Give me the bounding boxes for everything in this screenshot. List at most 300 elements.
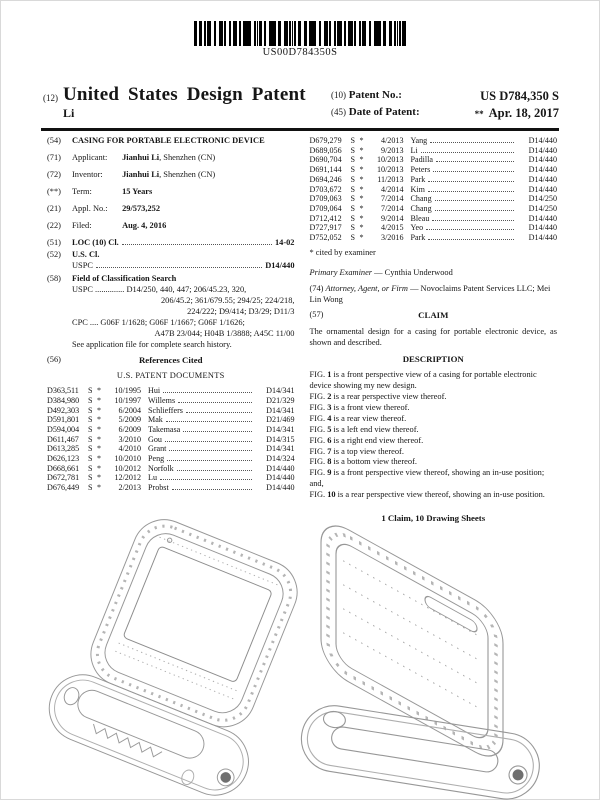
dotted-leader <box>186 412 252 413</box>
ref-examiner-star: * <box>359 213 364 223</box>
field-code-22: (22) <box>47 220 61 230</box>
ref-patent-number: D492,303 <box>47 405 80 415</box>
ref-inventor-name: Chang <box>410 194 432 204</box>
field-uspc-line1: USPC .............. D14/250, 440, 447; 206/45.23, 320, <box>72 285 247 295</box>
ref-classification: D21/469 <box>266 415 295 425</box>
applicant-location: , Shenzhen (CN) <box>159 152 216 162</box>
fig-text: is a top view thereof. <box>333 446 404 456</box>
fig-number: 4 <box>327 413 332 423</box>
ref-examiner-star: * <box>97 386 102 396</box>
ref-kind-code: S <box>88 454 93 464</box>
references-cited-title: References Cited <box>138 354 203 365</box>
ref-kind-code: S <box>350 223 356 233</box>
references-table-left <box>47 386 295 493</box>
ref-patent-number: D709,063 <box>309 194 342 204</box>
section-applicant <box>47 153 295 164</box>
ref-examiner-star: * <box>97 483 102 493</box>
fig-number: 5 <box>327 424 332 434</box>
header-divider <box>41 128 559 131</box>
section-field-of-search <box>47 274 295 350</box>
ref-patent-number: D690,704 <box>309 155 342 165</box>
primary-examiner-label: Primary Examiner <box>309 267 373 277</box>
two-column-body <box>47 136 557 525</box>
reference-row <box>310 136 558 146</box>
ref-examiner-star: * <box>97 454 102 464</box>
fig-number: 6 <box>327 435 332 445</box>
patent-header <box>43 85 559 122</box>
ref-kind-code: S <box>350 136 356 145</box>
fig-prefix: FIG. <box>309 391 326 401</box>
claim-heading <box>310 310 558 321</box>
ref-examiner-star: * <box>359 223 364 233</box>
fig-prefix: FIG. <box>309 402 326 412</box>
inventor-name: Jianhui Li <box>122 169 160 179</box>
ref-patent-number: D613,285 <box>47 444 80 454</box>
dotted-leader <box>165 441 252 442</box>
ref-patent-number: D672,781 <box>47 473 80 483</box>
ref-examiner-star: * <box>359 155 364 165</box>
reference-row <box>310 165 558 175</box>
section-loc-class <box>47 238 295 249</box>
ref-kind-code: S <box>350 145 356 155</box>
us-patent-documents-subtitle: U.S. PATENT DOCUMENTS <box>116 371 225 381</box>
reference-row <box>310 175 558 185</box>
attorney-label: Attorney, Agent, or Firm <box>325 283 408 293</box>
ref-patent-number: D689,056 <box>309 145 342 155</box>
figure-description-line <box>310 425 558 436</box>
figure-description-line <box>310 436 558 447</box>
ref-kind-code: S <box>88 405 93 415</box>
field-code-56: (56) <box>47 354 61 364</box>
fig-prefix: FIG. <box>309 490 326 500</box>
figure-description-line <box>310 403 558 414</box>
reference-row <box>47 464 295 474</box>
dotted-leader <box>177 470 252 471</box>
field-code-58: (58) <box>47 274 61 284</box>
ref-inventor-name: Padilla <box>410 155 433 165</box>
fig-number: 2 <box>327 391 332 401</box>
fig-prefix: FIG. <box>309 370 326 380</box>
section-us-class <box>47 250 295 272</box>
ref-inventor-name: Kim <box>410 184 425 194</box>
ref-examiner-star: * <box>359 136 364 145</box>
ref-inventor-name: Probst <box>148 483 169 493</box>
field-uspc-line3: 224/222; D9/414; D3/29; D11/3 <box>187 307 295 317</box>
ref-classification: D14/341 <box>266 444 295 454</box>
fig-text: is a rear perspective view thereof, showing an in-use position. <box>337 490 545 500</box>
fig-text: is a right end view thereof. <box>333 435 424 445</box>
ref-kind-code: S <box>88 463 93 473</box>
patent-no-value: US D784,350 S <box>480 89 559 103</box>
ref-inventor-name: Li <box>410 145 418 155</box>
ref-patent-number: D591,801 <box>47 415 80 425</box>
ref-classification: D14/341 <box>266 424 295 434</box>
ref-inventor-name: Willems <box>148 395 176 405</box>
ref-inventor-name: Yeo <box>410 223 424 233</box>
ref-kind-code: S <box>88 424 93 434</box>
ref-kind-code: S <box>88 483 93 493</box>
reference-row <box>310 214 558 224</box>
dotted-leader <box>172 489 252 490</box>
field-code-52: (52) <box>47 250 61 260</box>
ref-inventor-name: Chang <box>410 203 432 213</box>
ref-classification: D14/440 <box>266 473 295 483</box>
reference-row <box>47 406 295 416</box>
section-appl-no <box>47 204 295 215</box>
dotted-leader <box>432 220 514 221</box>
description-heading <box>310 354 558 365</box>
figure-description-line <box>310 370 558 392</box>
dotted-leader <box>436 161 514 162</box>
ref-examiner-star: * <box>359 203 364 213</box>
reference-row <box>310 233 558 243</box>
dotted-leader <box>122 244 272 245</box>
ref-date: 4/2013 <box>381 136 404 145</box>
figure-descriptions <box>310 370 558 501</box>
figure-rear-perspective <box>297 515 544 801</box>
fig-text: is a front perspective view thereof, showing an in-use position; and, <box>309 468 545 489</box>
dotted-leader <box>178 402 251 403</box>
fig-text: is a rear perspective view thereof. <box>333 391 447 401</box>
ref-date: 9/2013 <box>381 145 404 155</box>
ref-classification: D14/324 <box>266 454 295 464</box>
claims-sheets-note: 1 Claim, 10 Drawing Sheets <box>381 513 486 524</box>
field-code-71: (71) <box>47 152 61 162</box>
reference-row <box>310 155 558 165</box>
ref-examiner-star: * <box>97 395 102 405</box>
ref-kind-code: S <box>88 444 93 454</box>
patent-no-label: Patent No.: <box>348 89 402 101</box>
uspc-label: USPC <box>72 261 93 271</box>
ref-patent-number: D727,917 <box>309 223 342 233</box>
ref-date: 12/2012 <box>114 473 141 483</box>
barcode-number: US00D784350S <box>262 47 338 58</box>
inventor-surname: Li <box>63 105 75 120</box>
fig-prefix: FIG. <box>309 446 326 456</box>
reference-row <box>47 473 295 483</box>
ref-examiner-star: * <box>359 194 364 204</box>
ref-date: 4/2015 <box>381 223 404 233</box>
right-column <box>310 136 558 525</box>
ref-patent-number: D384,980 <box>47 395 80 405</box>
dotted-leader <box>167 460 251 461</box>
figure-description-line <box>310 490 558 501</box>
ref-patent-number: D676,449 <box>47 483 80 493</box>
fig-prefix: FIG. <box>309 457 326 467</box>
ref-date: 10/1995 <box>114 386 141 396</box>
fig-number: 7 <box>327 446 332 456</box>
dotted-leader <box>428 239 514 240</box>
field-code-54: (54) <box>47 136 61 145</box>
field-search-label: Field of Classification Search <box>72 274 177 284</box>
barcode-image <box>194 21 406 46</box>
reference-row <box>47 444 295 454</box>
ref-examiner-star: * <box>97 473 102 483</box>
ref-examiner-star: * <box>97 444 102 454</box>
reference-row <box>47 396 295 406</box>
ref-date: 6/2009 <box>118 424 141 434</box>
reference-row <box>310 223 558 233</box>
dotted-leader <box>96 267 262 268</box>
reference-row <box>47 454 295 464</box>
ref-date: 11/2013 <box>377 174 404 184</box>
reference-row <box>310 194 558 204</box>
references-cited-heading <box>47 355 295 366</box>
dotted-leader <box>428 191 514 192</box>
patent-no-field-code: (10) <box>331 90 346 100</box>
ref-classification: D14/341 <box>266 386 295 396</box>
ref-date: 10/2013 <box>376 165 404 175</box>
document-type-title: United States Design Patent <box>63 84 306 105</box>
fig-number: 9 <box>327 468 332 478</box>
ref-inventor-name: Hui <box>148 386 161 396</box>
patent-drawing-sheet <box>1 503 600 801</box>
barcode-block <box>194 21 406 58</box>
ref-date: 9/2014 <box>381 213 404 223</box>
figure-description-line <box>310 392 558 403</box>
ref-date: 3/2016 <box>381 233 404 243</box>
ref-inventor-name: Grant <box>148 444 167 454</box>
ref-patent-number: D626,123 <box>47 454 80 464</box>
ref-date: 10/1997 <box>114 395 141 405</box>
ref-classification: D14/250 <box>528 203 557 213</box>
dotted-leader <box>428 181 514 182</box>
field-search-note: See application file for complete search history. <box>72 339 232 349</box>
ref-classification: D14/440 <box>528 165 557 175</box>
fig-text: is a front perspective view of a casing for portable electronic device showing my new design. <box>309 370 537 391</box>
ref-inventor-name: Mak <box>148 415 163 425</box>
ref-examiner-star: * <box>97 463 102 473</box>
term-extension-stars: ** <box>474 108 484 119</box>
fig-prefix: FIG. <box>309 424 326 434</box>
field-code-51: (51) <box>47 237 61 247</box>
field-code-72: (72) <box>47 169 61 179</box>
ref-inventor-name: Yang <box>410 136 428 145</box>
reference-row <box>47 425 295 435</box>
ref-kind-code: S <box>88 434 93 444</box>
ref-date: 6/2004 <box>118 405 141 415</box>
ref-kind-code: S <box>88 386 93 396</box>
figure-front-perspective <box>39 503 324 801</box>
fig-prefix: FIG. <box>309 435 326 445</box>
filed-value: Aug. 4, 2016 <box>122 220 167 230</box>
ref-inventor-name: Park <box>410 174 426 184</box>
field-code-21: (21) <box>47 203 61 213</box>
description-title: DESCRIPTION <box>402 353 464 364</box>
ref-kind-code: S <box>350 233 356 243</box>
claim-title: CLAIM <box>418 310 449 321</box>
term-value: 15 Years <box>122 186 153 196</box>
ref-examiner-star: * <box>359 145 364 155</box>
patent-date-row <box>331 105 559 122</box>
ref-classification: D14/341 <box>266 405 295 415</box>
fig-number: 3 <box>327 402 332 412</box>
dotted-leader <box>169 450 251 451</box>
reference-row <box>47 483 295 493</box>
invention-title: CASING FOR PORTABLE ELECTRONIC DEVICE <box>72 136 265 145</box>
ref-inventor-name: Peters <box>410 165 431 175</box>
ref-patent-number: D752,052 <box>309 233 342 243</box>
loc-value: 14-02 <box>274 237 295 247</box>
ref-date: 5/2009 <box>118 415 141 425</box>
ref-examiner-star: * <box>97 405 102 415</box>
loc-label: LOC (10) Cl. <box>72 237 119 247</box>
ref-examiner-star: * <box>97 415 102 425</box>
ref-kind-code: S <box>350 165 356 175</box>
ref-kind-code: S <box>88 415 93 425</box>
ref-patent-number: D694,246 <box>309 174 342 184</box>
fig-number: 1 <box>327 370 332 380</box>
ref-classification: D14/440 <box>528 145 557 155</box>
ref-classification: D21/329 <box>266 395 295 405</box>
inventor-location: , Shenzhen (CN) <box>159 169 216 179</box>
ref-classification: D14/440 <box>528 223 557 233</box>
claim-text: The ornamental design for a casing for portable electronic device, as shown and described. <box>309 326 557 347</box>
ref-date: 4/2010 <box>118 444 141 454</box>
appl-no-label: Appl. No.: <box>72 203 108 213</box>
ref-inventor-name: Norfolk <box>148 463 174 473</box>
left-column <box>47 136 295 525</box>
ref-patent-number: D668,661 <box>47 463 80 473</box>
ref-kind-code: S <box>350 155 356 165</box>
reference-row <box>47 415 295 425</box>
ref-patent-number: D679,279 <box>309 136 342 145</box>
primary-examiner-line <box>310 268 558 279</box>
fig-text: is a rear view thereof. <box>333 413 407 423</box>
ref-kind-code: S <box>88 473 93 483</box>
reference-row <box>47 435 295 445</box>
ref-patent-number: D363,511 <box>47 386 79 396</box>
reference-row <box>310 146 558 156</box>
ref-classification: D14/440 <box>528 184 557 194</box>
attorney-name: — Novoclaims Patent Services LLC; Mei Lin Wong <box>309 283 551 304</box>
ref-examiner-star: * <box>359 233 364 243</box>
date-value: Apr. 18, 2017 <box>488 105 559 120</box>
primary-examiner-name: — Cynthia Underwood <box>374 267 453 277</box>
references-table-right <box>310 136 558 243</box>
fig-prefix: FIG. <box>309 413 326 423</box>
reference-row <box>310 204 558 214</box>
field-uspc-line2: 206/45.2; 361/679.55; 294/25; 224/218, <box>160 296 295 306</box>
dotted-leader <box>426 229 514 230</box>
ref-patent-number: D709,064 <box>309 203 342 213</box>
date-label: Date of Patent: <box>348 105 420 118</box>
reference-row <box>310 185 558 195</box>
dotted-leader <box>433 171 514 172</box>
ref-inventor-name: Peng <box>148 454 165 464</box>
ref-patent-number: D594,004 <box>47 424 80 434</box>
fig-text: is a bottom view thereof. <box>333 457 417 467</box>
patent-number-row <box>331 88 559 105</box>
kind-code: (12) <box>43 93 58 103</box>
dotted-leader <box>435 210 514 211</box>
fig-prefix: FIG. <box>309 468 326 478</box>
ref-patent-number: D691,144 <box>309 165 342 175</box>
ref-classification: D14/440 <box>528 213 557 223</box>
ref-classification: D14/440 <box>266 483 295 493</box>
term-label: Term: <box>72 186 92 196</box>
field-cpc-line2: A47B 23/044; H04B 1/3888; A45C 11/00 <box>154 328 295 338</box>
ref-inventor-name: Schlieffers <box>148 405 183 415</box>
fig-number: 8 <box>327 457 332 467</box>
dotted-leader <box>421 152 514 153</box>
ref-date: 10/2010 <box>114 454 141 464</box>
ref-date: 3/2010 <box>118 434 141 444</box>
ref-inventor-name: Bleau <box>410 213 430 223</box>
field-code-term: (**) <box>47 186 61 196</box>
fig-number: 10 <box>327 490 336 500</box>
figure-description-line <box>310 447 558 458</box>
section-title <box>47 136 295 147</box>
ref-classification: D14/440 <box>528 174 557 184</box>
uspc-value: D14/440 <box>265 261 295 271</box>
ref-inventor-name: Takemasa <box>148 424 181 434</box>
dotted-leader <box>166 421 252 422</box>
ref-date: 4/2014 <box>381 184 404 194</box>
ref-kind-code: S <box>350 194 356 204</box>
ref-examiner-star: * <box>359 184 364 194</box>
ref-date: 2/2013 <box>118 483 141 493</box>
ref-patent-number: D712,412 <box>309 213 342 223</box>
ref-classification: D14/440 <box>528 233 557 243</box>
reference-row <box>47 386 295 396</box>
ref-classification: D14/250 <box>528 194 557 204</box>
ref-inventor-name: Lu <box>148 473 157 483</box>
ref-examiner-star: * <box>97 424 102 434</box>
applicant-name: Jianhui Li <box>122 152 160 162</box>
field-code-74: (74) <box>309 283 324 293</box>
ref-classification: D14/440 <box>528 136 557 145</box>
attorney-line <box>310 284 558 306</box>
figure-description-line <box>310 414 558 425</box>
figure-description-line <box>310 457 558 468</box>
ref-examiner-star: * <box>97 434 102 444</box>
section-filed <box>47 221 295 232</box>
field-code-57: (57) <box>309 310 324 320</box>
figure-description-line <box>310 468 558 490</box>
filed-label: Filed: <box>72 220 92 230</box>
dotted-leader <box>163 392 251 393</box>
section-term <box>47 187 295 198</box>
ref-examiner-star: * <box>359 174 364 184</box>
ref-date: 7/2014 <box>381 203 404 213</box>
dotted-leader <box>430 142 514 143</box>
cited-by-examiner-note: * cited by examiner <box>309 247 376 257</box>
ref-classification: D14/440 <box>266 463 295 473</box>
ref-classification: D14/315 <box>266 434 295 444</box>
dotted-leader <box>183 431 251 432</box>
fig-text: is a front view thereof. <box>333 402 410 412</box>
ref-kind-code: S <box>350 174 356 184</box>
ref-date: 7/2014 <box>381 194 404 204</box>
applicant-label: Applicant: <box>72 152 108 162</box>
fig-text: is a left end view thereof. <box>333 424 419 434</box>
appl-no-value: 29/573,252 <box>122 203 161 213</box>
ref-classification: D14/440 <box>528 155 557 165</box>
ref-inventor-name: Park <box>410 233 426 243</box>
ref-examiner-star: * <box>359 165 364 175</box>
ref-inventor-name: Gou <box>148 434 162 444</box>
ref-date: 10/2012 <box>114 463 141 473</box>
dotted-leader <box>160 479 252 480</box>
field-cpc-line1: CPC .... G06F 1/1628; G06F 1/1667; G06F 1/1626; <box>72 317 245 327</box>
ref-date: 10/2013 <box>376 155 404 165</box>
ref-kind-code: S <box>350 203 356 213</box>
us-cl-label: U.S. Cl. <box>72 250 100 260</box>
ref-patent-number: D703,672 <box>309 184 342 194</box>
section-inventor <box>47 170 295 181</box>
ref-patent-number: D611,467 <box>47 434 79 444</box>
